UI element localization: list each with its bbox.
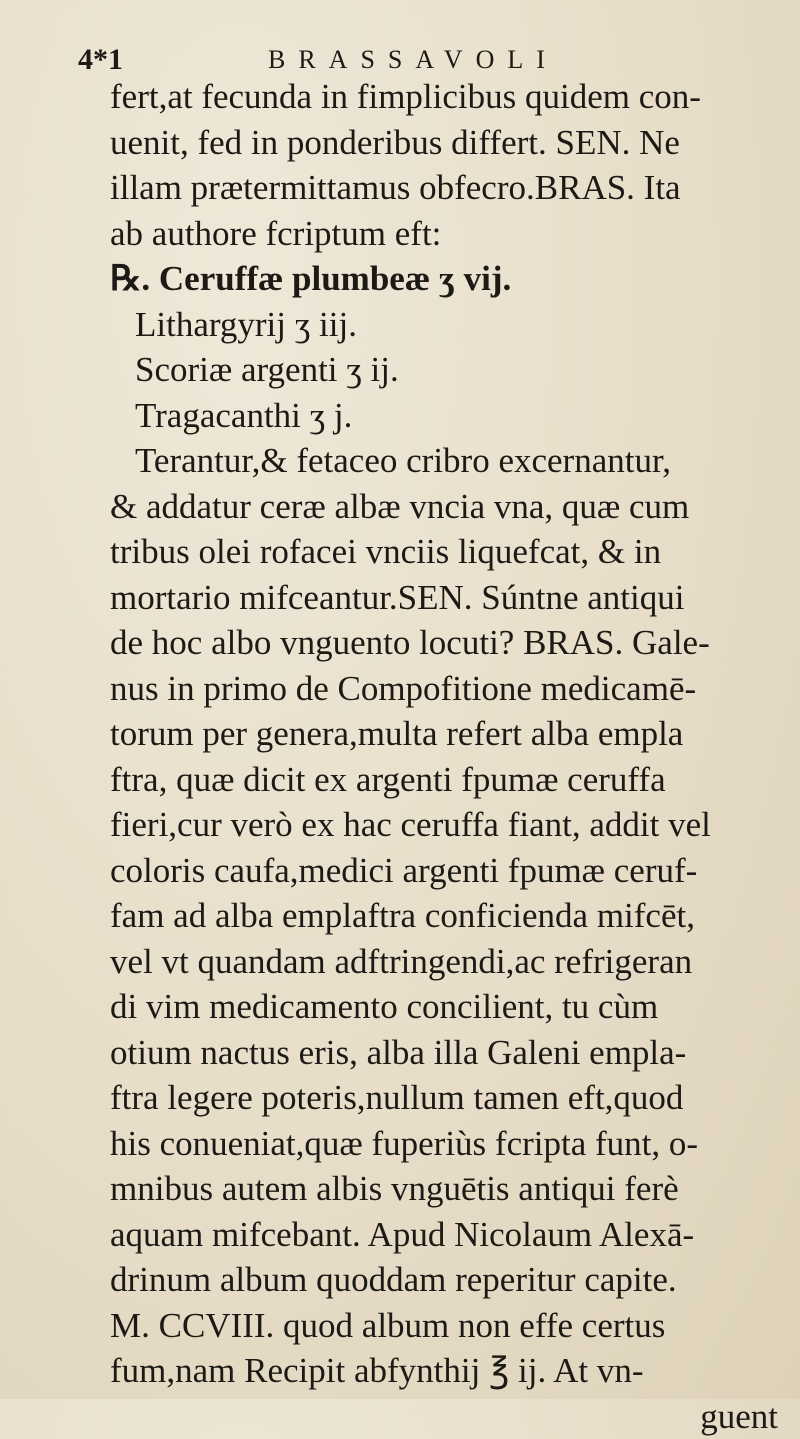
text-line: mortario mifceantur.SEN. Súntne antiqui <box>110 575 790 621</box>
text-line: Terantur,& fetaceo cribro excernantur, <box>110 438 790 484</box>
text-line: de hoc albo vnguento locuti? BRAS. Gale- <box>110 620 790 666</box>
text-line: tribus olei rofacei vnciis liquefcat, & in <box>110 529 790 575</box>
text-line: ftra, quæ dicit ex argenti fpumæ ceruffa <box>110 757 790 803</box>
page-number: 4*1 <box>78 40 123 80</box>
text-line: fert,at fecunda in fimplicibus quidem con- <box>110 74 790 120</box>
text-line: fieri,cur verò ex hac ceruffa fiant, addit vel <box>110 802 790 848</box>
text-line: ftra legere poteris,nullum tamen eft,quod <box>110 1075 790 1121</box>
text-line: coloris caufa,medici argenti fpumæ ceruf- <box>110 848 790 894</box>
text-line: illam prætermittamus obfecro.BRAS. Ita <box>110 165 790 211</box>
text-line: otium nactus eris, alba illa Galeni empla- <box>110 1030 790 1076</box>
text-line: drinum album quoddam reperitur capite. <box>110 1257 790 1303</box>
text-line: mnibus autem albis vnguētis antiqui ferè <box>110 1166 790 1212</box>
text-line: & addatur ceræ albæ vncia vna, quæ cum <box>110 484 790 530</box>
recipe-line: Lithargyrij ʒ iij. <box>110 302 790 348</box>
text-line: nus in primo de Compofitione medicamē- <box>110 666 790 712</box>
text-line: ab authore fcriptum eft: <box>110 211 790 257</box>
text-line: fam ad alba emplaftra conficienda mifcēt, <box>110 893 790 939</box>
running-head: BRASSAVOLI <box>268 40 558 80</box>
text-line: uenit, fed in ponderibus differt. SEN. Ne <box>110 120 790 166</box>
text-line: di vim medicamento concilient, tu cùm <box>110 984 790 1030</box>
text-line: vel vt quandam adftringendi,ac refrigeran <box>110 939 790 985</box>
catchword: guent <box>110 1394 790 1439</box>
text-line: aquam mifcebant. Apud Nicolaum Alexā- <box>110 1212 790 1258</box>
recipe-line: Tragacanthi ʒ j. <box>110 393 790 439</box>
text-line: fum,nam Recipit abfynthij ℥ ij. At vn- <box>110 1348 790 1394</box>
body-text <box>110 74 790 1439</box>
text-line: torum per genera,multa refert alba empla <box>110 711 790 757</box>
text-line: M. CCVIII. quod album non effe certus <box>110 1303 790 1349</box>
text-line: his conueniat,quæ fuperiùs fcripta funt, o- <box>110 1121 790 1167</box>
recipe-line: Scoriæ argenti ʒ ij. <box>110 347 790 393</box>
recipe-line: ℞. Ceruffæ plumbeæ ʒ vij. <box>110 256 790 302</box>
